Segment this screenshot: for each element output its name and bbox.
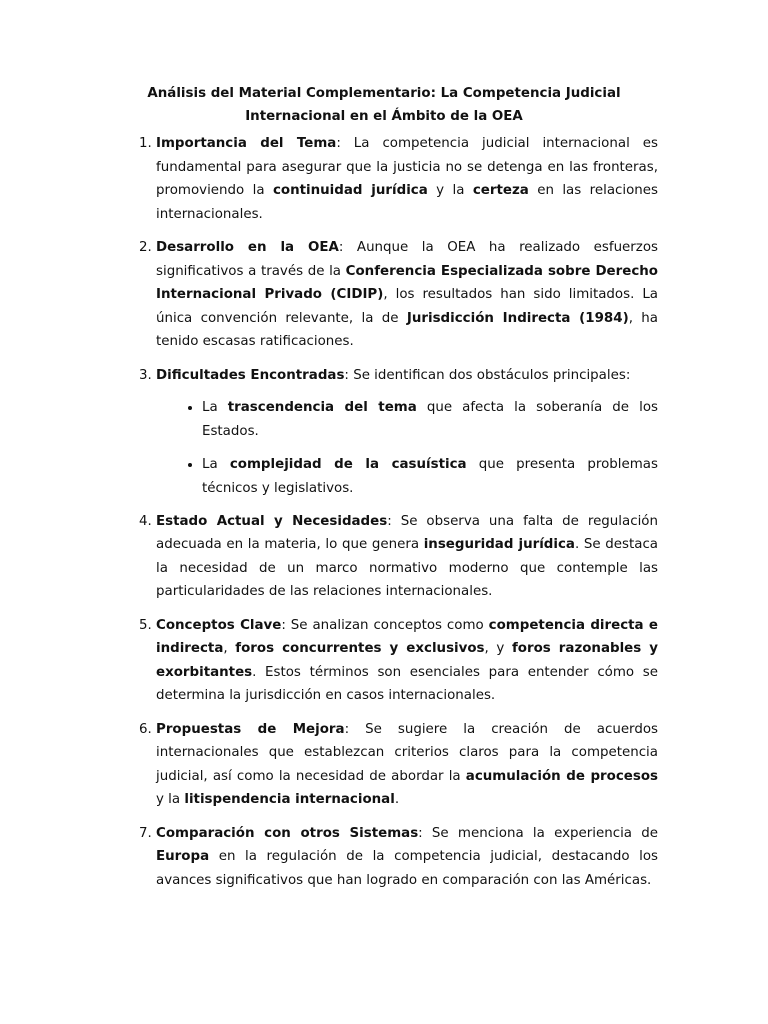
- text-run: : Se observa una falta de regulación adecuada en la materia, lo que genera: [156, 513, 658, 553]
- text-run: : La competencia judicial internacional es fundamental para asegurar que la justicia no se detenga en las fronteras, promoviendo la: [156, 136, 658, 199]
- text-run: ,: [223, 641, 236, 657]
- bold-term: complejidad de la casuística: [229, 456, 467, 472]
- title-line-1: Análisis del Material Complementario: La Competencia Judicial: [147, 86, 621, 101]
- text-run: en las relaciones internacionales.: [156, 183, 659, 222]
- bold-term: continuidad jurídica: [272, 183, 428, 199]
- bold-term: Europa: [156, 849, 210, 865]
- numbered-list: [110, 132, 658, 892]
- bold-term: Comparación con otros Sistemas: [156, 825, 419, 841]
- title-line-2: Internacional en el Ámbito de la OEA: [245, 109, 523, 124]
- bullet-item: [202, 396, 658, 443]
- text-run: : Aunque la OEA ha realizado esfuerzos significativos a través de la: [156, 239, 658, 279]
- list-item: [156, 364, 658, 501]
- bold-term: Importancia del Tema: [156, 136, 337, 151]
- bullet-item: [202, 453, 658, 500]
- text-run: y la: [156, 792, 185, 808]
- bold-term: certeza: [472, 183, 529, 199]
- bold-term: Conferencia Especializada sobre Derecho Internacional Privado (CIDIP): [156, 263, 658, 303]
- text-run: : Se identifican dos obstáculos principales:: [344, 367, 631, 383]
- text-run: : Se sugiere la creación de acuerdos internacionales que establezcan criterios claros para la competencia judicial, así como la necesidad de abordar la: [156, 721, 658, 784]
- text-run: . Estos términos son esenciales para entender cómo se determina la jurisdicción en casos internacionales.: [156, 664, 658, 704]
- bullet-list: [156, 396, 658, 500]
- text-run: , ha tenido escasas ratificaciones.: [156, 310, 658, 350]
- text-run: . Se destaca la necesidad de un marco normativo moderno que contemple las particularidades de las relaciones internacionales.: [156, 537, 659, 600]
- text-run: que afecta la soberanía de los Estados.: [202, 400, 658, 439]
- text-run: en la regulación de la competencia judicial, destacando los avances significativos que han logrado en comparación con las Américas.: [156, 849, 658, 888]
- bold-term: competencia directa e indirecta: [156, 617, 658, 657]
- list-item: [156, 718, 658, 812]
- bold-term: inseguridad jurídica: [423, 537, 575, 553]
- bold-term: trascendencia del tema: [227, 400, 417, 416]
- list-item: [156, 236, 658, 354]
- text-run: , y: [484, 641, 512, 657]
- bold-term: Propuestas de Mejora: [156, 721, 345, 737]
- list-item: [156, 822, 658, 893]
- list-item: [156, 132, 658, 226]
- bold-term: Jurisdicción Indirecta (1984): [406, 310, 629, 326]
- bold-term: litispendencia internacional: [184, 792, 395, 808]
- list-item: [156, 614, 658, 708]
- text-run: que presenta problemas técnicos y legislativos.: [202, 456, 658, 496]
- text-run: , los resultados han sido limitados. La única convención relevante, la de: [156, 287, 658, 326]
- text-run: .: [394, 792, 400, 808]
- bold-term: foros razonables y exorbitantes: [156, 641, 658, 680]
- text-run: La: [202, 456, 230, 472]
- text-run: : Se analizan conceptos como: [281, 617, 489, 633]
- bold-term: Conceptos Clave: [156, 617, 282, 633]
- bold-term: Desarrollo en la OEA: [156, 239, 339, 255]
- document-title: [110, 82, 658, 128]
- bold-term: Dificultades Encontradas: [156, 367, 345, 383]
- text-run: La: [202, 400, 228, 416]
- bold-term: Estado Actual y Necesidades: [156, 513, 388, 529]
- bold-term: acumulación de procesos: [465, 768, 659, 784]
- text-run: y la: [427, 183, 473, 199]
- list-item: [156, 510, 658, 604]
- bold-term: foros concurrentes y exclusivos: [235, 641, 485, 657]
- text-run: : Se menciona la experiencia de: [418, 825, 658, 841]
